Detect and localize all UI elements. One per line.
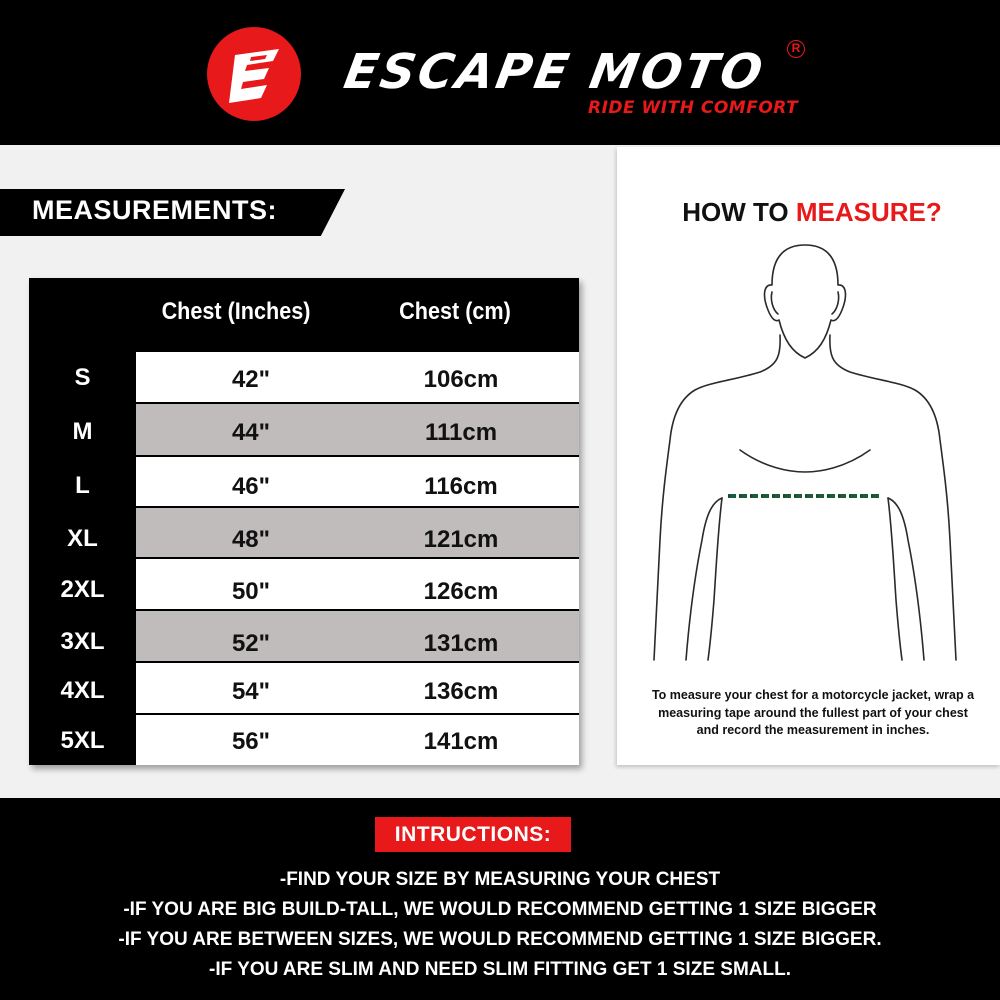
chest-cm-value: 121cm [423, 526, 499, 553]
how-title-prefix: HOW TO [682, 197, 796, 227]
brand-logo [207, 27, 301, 121]
size-label-l: L [75, 472, 90, 499]
chest-cm-value: 111cm [424, 419, 498, 446]
chest-inches-value: 52" [231, 630, 271, 657]
size-label-xl: XL [67, 525, 98, 552]
instruction-line: -IF YOU ARE SLIM AND NEED SLIM FITTING GET 1 SIZE SMALL. [209, 959, 791, 980]
table-row [136, 663, 579, 713]
how-to-measure-description: To measure your chest for a motorcycle jacket, wrap a measuring tape around the fullest part of your chest and record the measurement in inches. [651, 688, 975, 737]
brand-tagline: RIDE WITH COMFORT [588, 98, 799, 118]
chest-cm-value: 106cm [423, 366, 499, 393]
chest-inches-value: 56" [231, 728, 271, 755]
table-row [136, 404, 579, 455]
chest-inches-value: 50" [231, 578, 271, 605]
size-label-2xl: 2XL [60, 576, 105, 603]
instructions-title: INTRUCTIONS: [375, 817, 571, 852]
size-label-4xl: 4XL [60, 677, 105, 704]
instruction-line: -IF YOU ARE BETWEEN SIZES, WE WOULD RECOMMEND GETTING 1 SIZE BIGGER. [118, 929, 882, 950]
how-to-measure-title [617, 197, 1000, 228]
how-title-accent: MEASURE? [795, 197, 942, 227]
table-row [136, 559, 579, 609]
chest-inches-value: 44" [231, 419, 271, 446]
chest-cm-value: 131cm [423, 630, 499, 657]
size-label-m: M [72, 418, 93, 445]
header-chest-cm: Chest (cm) [399, 298, 511, 325]
chest-inches-value: 46" [231, 473, 271, 500]
chest-inches-value: 42" [231, 366, 271, 393]
winged-e-logo-icon [207, 27, 301, 121]
chest-cm-value: 126cm [423, 578, 499, 605]
torso-outline-icon [640, 240, 970, 670]
registered-mark: R [787, 40, 805, 58]
size-label-3xl: 3XL [60, 628, 105, 655]
chest-inches-value: 54" [231, 678, 271, 705]
brand-name: ESCAPE MOTO [340, 44, 770, 100]
table-row [136, 508, 579, 557]
table-row [136, 457, 579, 506]
table-row [136, 715, 579, 765]
size-label-5xl: 5XL [60, 727, 105, 754]
chest-cm-value: 116cm [424, 473, 498, 500]
instruction-line: -FIND YOUR SIZE BY MEASURING YOUR CHEST [279, 869, 721, 890]
size-label-s: S [74, 364, 91, 391]
instruction-line: -IF YOU ARE BIG BUILD-TALL, WE WOULD RECOMMEND GETTING 1 SIZE BIGGER [123, 899, 877, 920]
measurements-title: MEASUREMENTS: [32, 195, 278, 225]
chest-cm-value: 141cm [423, 728, 499, 755]
header-chest-inches: Chest (Inches) [161, 298, 311, 325]
table-row [136, 611, 579, 661]
chest-cm-value: 136cm [423, 678, 499, 705]
table-row [136, 352, 579, 402]
chest-inches-value: 48" [231, 526, 271, 553]
